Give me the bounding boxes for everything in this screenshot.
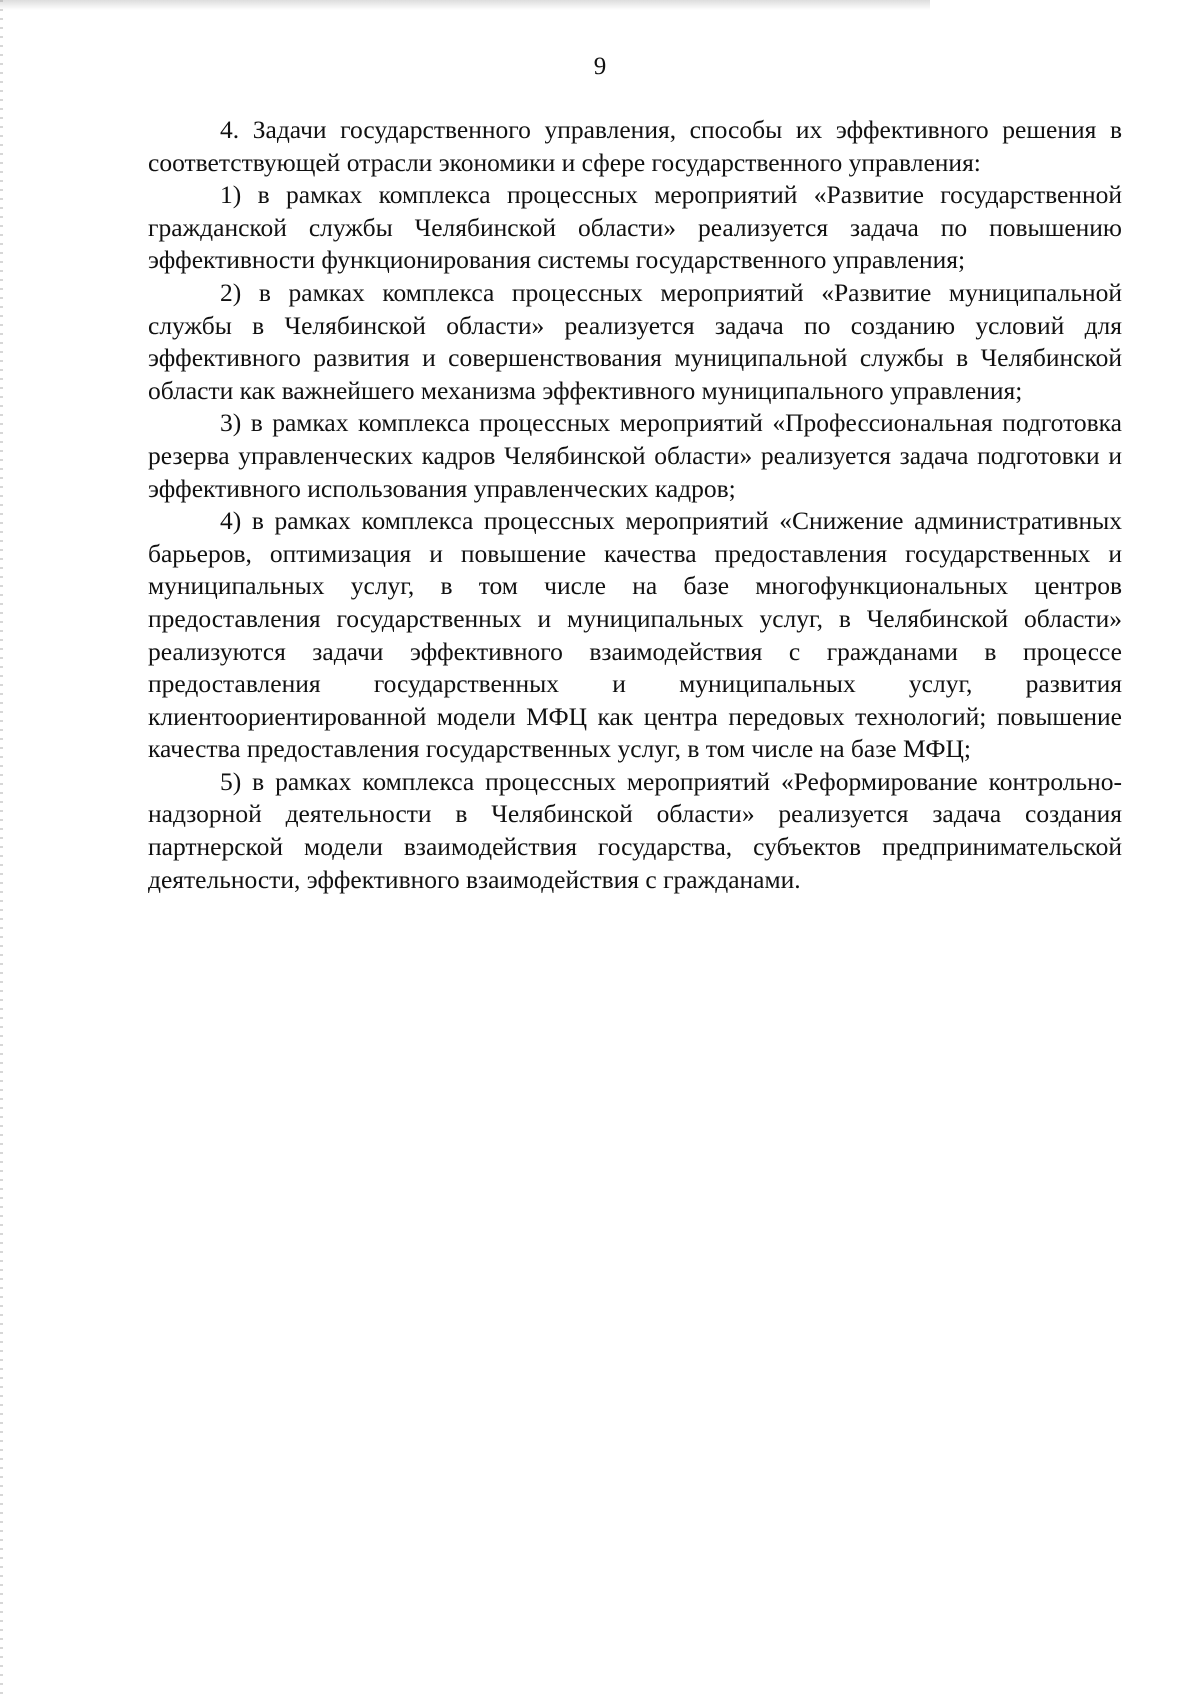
scan-edge-top (0, 0, 930, 10)
paragraph-section-4-intro: 4. Задачи государственного управления, способы их эффективного решения в соответствующей отрасли экономики и сфере государственного управления: (148, 115, 1122, 177)
page-number: 9 (593, 53, 607, 80)
paragraph-item-5: 5) в рамках комплекса процессных мероприятий «Реформирование контрольно-надзорной деятельности в Челябинской области» реализуется задача создания партнерской модели взаимодействия государства, субъектов предпринимательской деятельности, эффективного взаимодействия с гражданами. (148, 766, 1122, 894)
paragraph-item-2: 2) в рамках комплекса процессных мероприятий «Развитие муниципальной службы в Челябинской области» реализуется задача по созданию условий для эффективного развития и совершенствования муниципальной службы в Челябинской области как важнейшего механизма эффективного муниципального управления; (148, 277, 1122, 405)
document-body (148, 114, 1122, 896)
paragraph-item-4: 4) в рамках комплекса процессных мероприятий «Снижение административных барьеров, оптимизация и повышение качества предоставления государственных и муниципальных услуг, в том числе на базе многофункциональных центров предоставления государственных и муниципальных услуг, в Челябинской области» реализуются задачи эффективного взаимодействия с гражданами в процессе предоставления государственных и муниципальных услуг, развития клиентоориентированной модели МФЦ как центра передовых технологий; повышение качества предоставления государственных услуг, в том числе на базе МФЦ; (148, 506, 1122, 764)
paragraph-item-3: 3) в рамках комплекса процессных мероприятий «Профессиональная подготовка резерва управленческих кадров Челябинской области» реализуется задача подготовки и эффективного использования управленческих кадров; (148, 408, 1122, 503)
scan-edge-left (0, 0, 3, 1698)
paragraph-item-1: 1) в рамках комплекса процессных мероприятий «Развитие государственной гражданской службы Челябинской области» реализуется задача по повышению эффективности функционирования системы государственного управления; (148, 180, 1122, 275)
